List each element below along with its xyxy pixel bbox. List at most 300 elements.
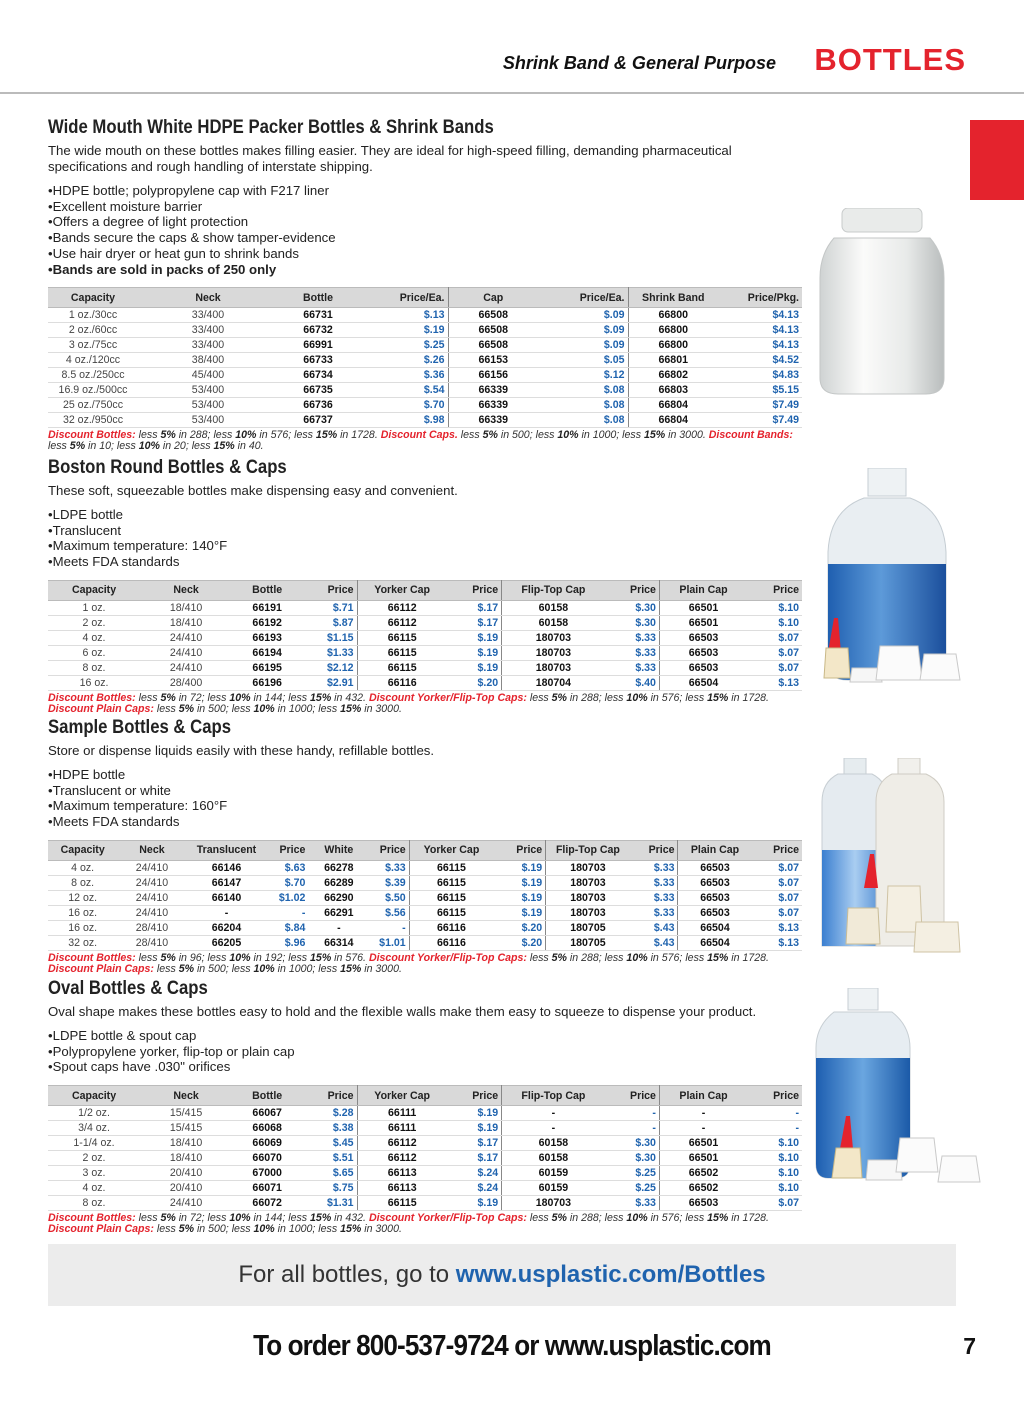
table-row	[48, 890, 802, 905]
table-cell: 66153	[448, 353, 538, 368]
table-cell: 60158	[502, 1136, 605, 1151]
table-cell: 180703	[546, 905, 630, 920]
discount-text: 5%	[69, 440, 86, 453]
table-cell: $.07	[751, 875, 802, 890]
table-cell: -	[747, 1106, 802, 1121]
table-cell: 66111	[357, 1121, 447, 1136]
table-cell: $.33	[605, 630, 660, 645]
column-header: Neck	[140, 1086, 232, 1106]
section-wide-mouth	[48, 117, 804, 452]
table-cell: 3 oz./75cc	[48, 338, 138, 353]
table-cell: $.09	[538, 308, 628, 323]
table-cell: 66503	[659, 630, 747, 645]
discount-text: less	[153, 1223, 179, 1236]
column-header: Price/Ea.	[538, 288, 628, 308]
table-cell: 66314	[308, 935, 369, 950]
table-cell: 66801	[628, 353, 718, 368]
feature-list	[48, 183, 804, 277]
table-cell: 66289	[308, 875, 369, 890]
table-cell: $.33	[369, 860, 409, 875]
section-title: Wide Mouth White HDPE Packer Bottles & Shrink Bands	[48, 117, 494, 138]
table-row	[48, 645, 802, 660]
column-header: Price	[493, 840, 546, 860]
discount-text: Discount Bottles:	[48, 951, 136, 964]
table-cell: 180703	[546, 875, 630, 890]
discount-text: 5%	[178, 1223, 194, 1236]
discount-text: 5%	[551, 691, 567, 704]
column-header: Price	[369, 840, 409, 860]
section-description: The wide mouth on these bottles makes filling easier. They are ideal for high-speed filling, demanding pharmaceutical specifications and rough handling of interstate shipping.	[48, 143, 732, 174]
discount-text: 15%	[707, 1212, 729, 1225]
discount-text: 10%	[253, 1223, 275, 1236]
discount-note	[48, 430, 804, 452]
table-cell: $.43	[630, 920, 678, 935]
discount-text: less	[526, 691, 552, 704]
table-cell: $4.13	[718, 308, 802, 323]
table-cell: 6 oz.	[48, 645, 140, 660]
table-cell: 66111	[357, 1106, 447, 1121]
discount-text: 5%	[160, 691, 176, 704]
discount-text: in 576.	[331, 951, 369, 964]
table-cell: -	[747, 1121, 802, 1136]
column-header: Plain Cap	[678, 840, 752, 860]
feature-item: • HDPE bottle	[48, 767, 804, 783]
table-cell: 66290	[308, 890, 369, 905]
table-cell: $.13	[747, 675, 802, 690]
table-row	[48, 860, 802, 875]
table-cell: 24/410	[117, 890, 186, 905]
discount-note	[48, 693, 804, 715]
table-cell: 32 oz.	[48, 935, 117, 950]
discount-text: in 1000; less	[274, 962, 341, 975]
table-cell: -	[187, 905, 267, 920]
table-cell: 66194	[232, 645, 302, 660]
table-cell: 180703	[502, 630, 605, 645]
table-cell: 1-1/4 oz.	[48, 1136, 140, 1151]
table-cell: 66112	[357, 1151, 447, 1166]
table-cell: 1/2 oz.	[48, 1106, 140, 1121]
sample-bottles-image	[808, 758, 1008, 958]
table-cell: $.24	[447, 1181, 502, 1196]
table-cell: 66193	[232, 630, 302, 645]
price-table	[48, 287, 802, 428]
page-number: 7	[963, 1333, 976, 1359]
header-title: BOTTLES	[814, 42, 966, 77]
table-cell: 66503	[678, 905, 752, 920]
table-cell: 66112	[357, 615, 447, 630]
table-cell: 2 oz.	[48, 615, 140, 630]
table-cell: $.30	[605, 1151, 660, 1166]
table-cell: 66156	[448, 368, 538, 383]
table-cell: $.20	[493, 935, 546, 950]
discount-text: Discount Plain Caps:	[48, 962, 154, 975]
table-cell: $.33	[630, 890, 678, 905]
table-cell: $.33	[605, 645, 660, 660]
discount-text: 15%	[310, 951, 332, 964]
column-header: Yorker Cap	[357, 580, 447, 600]
discount-text: 15%	[643, 429, 666, 442]
table-row	[48, 338, 802, 353]
feature-list	[48, 767, 804, 830]
table-cell: 180705	[546, 935, 630, 950]
feature-item: • Bands secure the caps & show tamper-evidence	[48, 230, 804, 246]
table-cell: 66116	[409, 935, 493, 950]
table-cell: 28/410	[117, 935, 186, 950]
table-cell: $.07	[747, 1196, 802, 1211]
discount-text: in 288; less	[566, 1212, 627, 1225]
table-cell: $.43	[630, 935, 678, 950]
column-header: Capacity	[48, 580, 140, 600]
table-cell: $.05	[538, 353, 628, 368]
discount-text: Discount Bottles:	[48, 691, 136, 704]
column-header: Bottle	[232, 1086, 302, 1106]
table-cell: 66205	[187, 935, 267, 950]
table-cell: 66067	[232, 1106, 302, 1121]
table-cell: 12 oz.	[48, 890, 117, 905]
table-cell: 66735	[278, 383, 358, 398]
table-cell: $.28	[302, 1106, 357, 1121]
table-cell: 66115	[357, 630, 447, 645]
table-cell: 66800	[628, 338, 718, 353]
table-cell: 4 oz./120cc	[48, 353, 138, 368]
table-cell: $.25	[358, 338, 448, 353]
table-cell: $.10	[747, 1136, 802, 1151]
discount-text: less	[526, 951, 552, 964]
section-title: Oval Bottles & Caps	[48, 978, 208, 999]
table-cell: $.20	[447, 675, 502, 690]
table-cell: $.30	[605, 600, 660, 615]
discount-note	[48, 1213, 804, 1235]
table-cell: 66800	[628, 323, 718, 338]
column-header: Price/Pkg.	[718, 288, 802, 308]
table-cell: 66115	[409, 890, 493, 905]
table-cell: 1 oz.	[48, 600, 140, 615]
table-row	[48, 1166, 802, 1181]
table-cell: $.07	[747, 645, 802, 660]
table-cell: 67000	[232, 1166, 302, 1181]
table-cell: $.84	[266, 920, 308, 935]
table-cell: 24/410	[140, 660, 232, 675]
table-row	[48, 905, 802, 920]
discount-text: less	[526, 1212, 552, 1225]
feature-item: • HDPE bottle; polypropylene cap with F217 liner	[48, 183, 804, 199]
red-page-tab	[970, 120, 1024, 200]
table-cell: 66508	[448, 338, 538, 353]
discount-text: 10%	[229, 1212, 251, 1225]
feature-list	[48, 507, 804, 570]
table-cell: 16 oz.	[48, 905, 117, 920]
table-cell: $.10	[747, 1181, 802, 1196]
table-cell: $.07	[751, 890, 802, 905]
section-boston-round	[48, 457, 804, 715]
table-cell: $.08	[538, 398, 628, 413]
column-header: Price	[747, 580, 802, 600]
discount-text: in 20; less	[159, 440, 214, 453]
table-cell: $.70	[266, 875, 308, 890]
table-cell: 8.5 oz./250cc	[48, 368, 138, 383]
table-cell: 66113	[357, 1166, 447, 1181]
table-cell: 66115	[357, 645, 447, 660]
table-cell: 66115	[357, 660, 447, 675]
table-cell: 66508	[448, 308, 538, 323]
table-cell: $.07	[747, 660, 802, 675]
table-cell: -	[308, 920, 369, 935]
table-cell: 66737	[278, 413, 358, 428]
table-cell: 66115	[409, 905, 493, 920]
table-cell: 66733	[278, 353, 358, 368]
table-cell: $.12	[538, 368, 628, 383]
table-cell: 24/410	[117, 860, 186, 875]
table-row	[48, 660, 802, 675]
discount-text: 10%	[253, 962, 275, 975]
column-header: Price	[605, 1086, 660, 1106]
discount-text: Discount Yorker/Flip-Top Caps:	[368, 691, 527, 704]
table-cell: 66504	[678, 935, 752, 950]
discount-text: in 288; less	[175, 429, 236, 442]
table-cell: 66115	[409, 860, 493, 875]
table-cell: -	[502, 1106, 605, 1121]
column-header: Flip-Top Cap	[502, 1086, 605, 1106]
bottles-url-link[interactable]: www.usplastic.com/Bottles	[455, 1261, 766, 1288]
discount-text: 15%	[340, 962, 362, 975]
discount-text: Discount Yorker/Flip-Top Caps:	[368, 951, 527, 964]
table-cell: 18/410	[140, 600, 232, 615]
table-cell: 66147	[187, 875, 267, 890]
column-header: Neck	[117, 840, 186, 860]
table-cell: $.19	[493, 905, 546, 920]
table-cell: 60158	[502, 600, 605, 615]
table-cell: $.36	[358, 368, 448, 383]
discount-text: in 72; less	[175, 691, 230, 704]
table-cell: -	[605, 1106, 660, 1121]
discount-text: 10%	[229, 951, 251, 964]
table-cell: $.26	[358, 353, 448, 368]
table-cell: $2.91	[302, 675, 357, 690]
table-cell: $.10	[747, 1151, 802, 1166]
table-cell: $.19	[493, 860, 546, 875]
table-row	[48, 323, 802, 338]
table-cell: $.33	[605, 1196, 660, 1211]
table-cell: $4.13	[718, 338, 802, 353]
table-cell: 66069	[232, 1136, 302, 1151]
discount-text: in 576; less	[647, 951, 708, 964]
discount-text: 5%	[160, 951, 176, 964]
column-header: Price	[747, 1086, 802, 1106]
table-cell: 66116	[357, 675, 447, 690]
table-cell: $4.13	[718, 323, 802, 338]
table-cell: 16 oz.	[48, 675, 140, 690]
table-cell: $.40	[605, 675, 660, 690]
table-cell: 66803	[628, 383, 718, 398]
table-cell: 180703	[502, 1196, 605, 1211]
column-header: Bottle	[232, 580, 302, 600]
column-header: Capacity	[48, 1086, 140, 1106]
table-cell: $.09	[538, 323, 628, 338]
column-header: Neck	[138, 288, 278, 308]
table-cell: $.07	[747, 630, 802, 645]
feature-item: • Meets FDA standards	[48, 554, 804, 570]
table-cell: $.19	[493, 890, 546, 905]
table-cell: 66115	[409, 875, 493, 890]
discount-text: 5%	[160, 429, 176, 442]
table-cell: 66804	[628, 398, 718, 413]
table-cell: 180703	[502, 660, 605, 675]
feature-item: • Spout caps have .030" orifices	[48, 1059, 804, 1075]
discount-text: 10%	[626, 691, 648, 704]
order-footer: To order 800-537-9724 or www.usplastic.com	[253, 1330, 771, 1362]
section-description: Oval shape makes these bottles easy to hold and the flexible walls make them easy to squeeze to dispense your product.	[48, 1004, 757, 1019]
discount-text: Discount Bottles:	[48, 429, 136, 442]
table-row	[48, 383, 802, 398]
discount-text: less	[135, 691, 161, 704]
table-row	[48, 398, 802, 413]
discount-text: less	[48, 440, 70, 453]
table-cell: $.08	[538, 383, 628, 398]
table-cell: 66146	[187, 860, 267, 875]
discount-text: Discount Plain Caps:	[48, 1223, 154, 1236]
table-cell: 66991	[278, 338, 358, 353]
table-cell: $4.52	[718, 353, 802, 368]
discount-text: in 1000; less	[578, 429, 644, 442]
section-title: Boston Round Bottles & Caps	[48, 457, 287, 478]
discount-text: 10%	[235, 429, 257, 442]
table-cell: 180703	[546, 860, 630, 875]
column-header: Price	[266, 840, 308, 860]
table-cell: $.19	[447, 1106, 502, 1121]
table-cell: 66192	[232, 615, 302, 630]
table-cell: $.56	[369, 905, 409, 920]
discount-text: less	[135, 1212, 161, 1225]
table-cell: 66734	[278, 368, 358, 383]
table-cell: 66140	[187, 890, 267, 905]
table-cell: 24/410	[140, 1196, 232, 1211]
table-cell: 66804	[628, 413, 718, 428]
table-cell: 24/410	[140, 645, 232, 660]
white-wide-mouth-bottle-image	[812, 208, 952, 396]
table-cell: 66068	[232, 1121, 302, 1136]
table-cell: $.50	[369, 890, 409, 905]
column-header: Price	[630, 840, 678, 860]
table-cell: 45/400	[138, 368, 278, 383]
table-cell: 66115	[357, 1196, 447, 1211]
table-cell: 66501	[659, 600, 747, 615]
feature-item: • Meets FDA standards	[48, 814, 804, 830]
discount-text: in 288; less	[566, 951, 627, 964]
table-cell: 2 oz./60cc	[48, 323, 138, 338]
table-cell: $.70	[358, 398, 448, 413]
table-cell: $.19	[447, 630, 502, 645]
table-cell: 66291	[308, 905, 369, 920]
discount-text: in 432.	[331, 1212, 369, 1225]
table-cell: 2 oz.	[48, 1151, 140, 1166]
table-row	[48, 308, 802, 323]
table-cell: 60158	[502, 615, 605, 630]
discount-text: in 3000.	[361, 962, 402, 975]
table-cell: 66339	[448, 398, 538, 413]
column-header: Flip-Top Cap	[546, 840, 630, 860]
table-cell: $.13	[751, 920, 802, 935]
table-cell: 66339	[448, 383, 538, 398]
column-header: Capacity	[48, 288, 138, 308]
discount-text: 5%	[178, 962, 194, 975]
table-cell: $.20	[493, 920, 546, 935]
table-row	[48, 368, 802, 383]
column-header: Flip-Top Cap	[502, 580, 605, 600]
table-cell: $.33	[630, 875, 678, 890]
table-cell: 66503	[659, 1196, 747, 1211]
table-row	[48, 875, 802, 890]
table-cell: 18/410	[140, 1136, 232, 1151]
discount-text: 5%	[551, 1212, 567, 1225]
feature-item: • Maximum temperature: 160°F	[48, 798, 804, 814]
table-cell: $1.15	[302, 630, 357, 645]
table-cell: $.07	[751, 860, 802, 875]
table-cell: $.98	[358, 413, 448, 428]
table-cell: 66070	[232, 1151, 302, 1166]
discount-text: less	[135, 429, 161, 442]
table-cell: $.30	[605, 615, 660, 630]
column-header: Neck	[140, 580, 232, 600]
table-cell: $.33	[630, 860, 678, 875]
table-cell: 66501	[659, 1136, 747, 1151]
discount-text: in 10; less	[85, 440, 139, 453]
table-cell: $4.83	[718, 368, 802, 383]
feature-item: • Use hair dryer or heat gun to shrink bands	[48, 246, 804, 262]
table-cell: 3 oz.	[48, 1166, 140, 1181]
table-cell: 24/410	[117, 875, 186, 890]
price-table	[48, 1085, 802, 1211]
table-cell: $.19	[447, 660, 502, 675]
table-row	[48, 1136, 802, 1151]
table-cell: 4 oz.	[48, 860, 117, 875]
section-sample	[48, 717, 804, 975]
table-cell: 66508	[448, 323, 538, 338]
feature-item: • LDPE bottle & spout cap	[48, 1028, 804, 1044]
discount-note	[48, 953, 804, 975]
table-cell: $.51	[302, 1151, 357, 1166]
table-cell: $.87	[302, 615, 357, 630]
header-subtitle: Shrink Band & General Purpose	[502, 53, 776, 73]
bottles-link-banner[interactable]	[48, 1244, 956, 1306]
table-cell: 66501	[659, 615, 747, 630]
table-row	[48, 920, 802, 935]
table-cell: 32 oz./950cc	[48, 413, 138, 428]
table-cell: 8 oz.	[48, 875, 117, 890]
table-row	[48, 1181, 802, 1196]
table-cell: 38/400	[138, 353, 278, 368]
table-row	[48, 1196, 802, 1211]
table-cell: $5.15	[718, 383, 802, 398]
table-cell: -	[266, 905, 308, 920]
section-oval	[48, 978, 804, 1235]
table-row	[48, 353, 802, 368]
discount-text: in 576; less	[256, 429, 316, 442]
table-cell: -	[659, 1121, 747, 1136]
table-cell: 20/410	[140, 1166, 232, 1181]
table-cell: 180704	[502, 675, 605, 690]
table-cell: 60159	[502, 1181, 605, 1196]
table-cell: 15/415	[140, 1106, 232, 1121]
discount-text: 5%	[551, 951, 567, 964]
discount-text: in 1728.	[728, 951, 769, 964]
discount-text: in 3000.	[361, 1223, 402, 1236]
table-cell: 24/410	[140, 630, 232, 645]
table-cell: -	[659, 1106, 747, 1121]
discount-text: 10%	[229, 691, 251, 704]
table-cell: 4 oz.	[48, 630, 140, 645]
banner-prefix: For all bottles, go to	[238, 1261, 456, 1288]
discount-text: in 576; less	[647, 691, 708, 704]
